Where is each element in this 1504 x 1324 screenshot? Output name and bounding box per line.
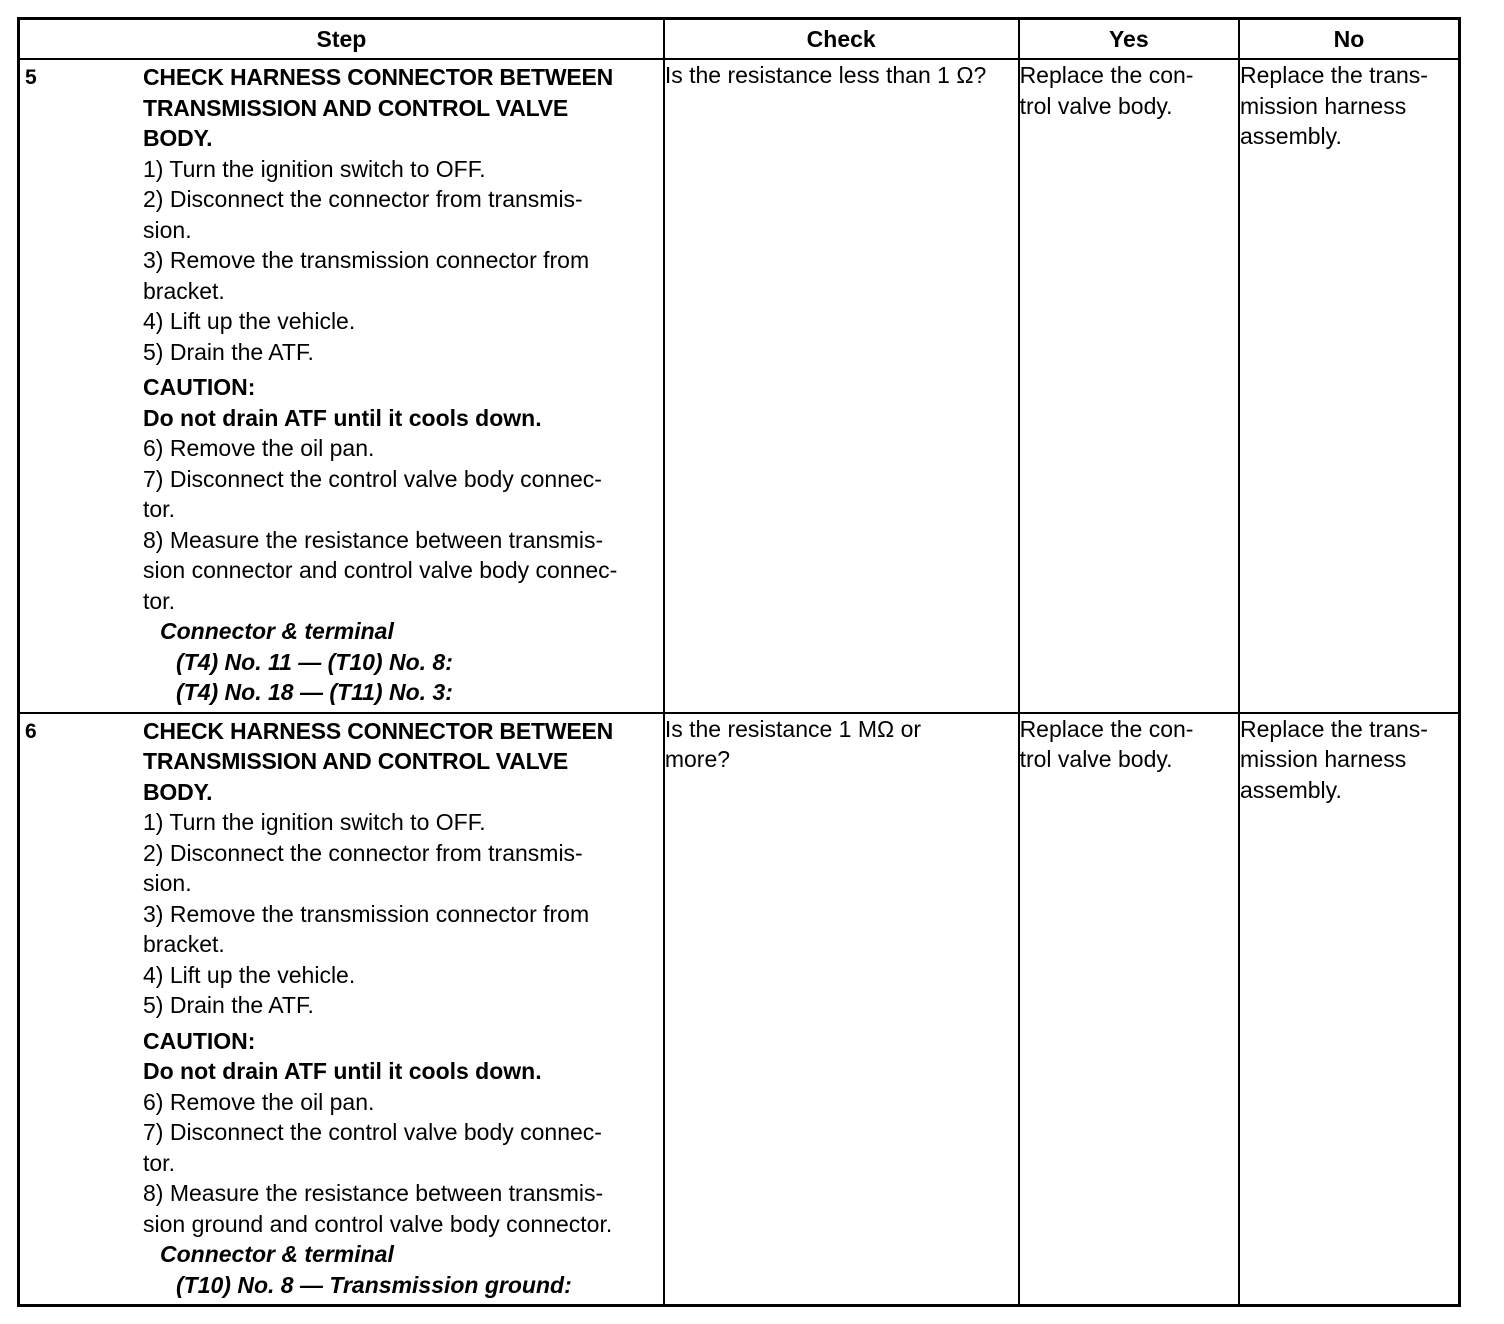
step-instruction: bracket. — [143, 931, 225, 957]
step-instruction: 3) Remove the transmission connector from — [143, 900, 590, 927]
no-cell — [1239, 59, 1459, 713]
step-instruction: 1) Turn the ignition switch to OFF. — [143, 155, 486, 182]
step-instruction: 5) Drain the ATF. — [143, 992, 314, 1018]
check-text: more? — [664, 746, 731, 772]
step-instruction: 4) Lift up the vehicle. — [143, 961, 356, 988]
no-text: Replace the trans- — [1240, 715, 1428, 742]
header-yes: Yes — [1019, 19, 1239, 60]
no-text: mission harness — [1240, 92, 1407, 119]
diagnostic-table — [17, 17, 1461, 1307]
step-instruction: sion connector and control valve body connec- — [143, 557, 618, 583]
caution-text: Do not drain ATF until it cools down. — [143, 1058, 542, 1084]
step-instruction: 7) Disconnect the control valve body connec- — [143, 465, 602, 492]
step-instruction: tor. — [143, 1149, 175, 1176]
step-instruction: tor. — [143, 587, 175, 614]
check-text: Is the resistance less than 1 Ω? — [664, 62, 987, 88]
yes-text: trol valve body. — [1019, 92, 1173, 119]
table-row — [19, 713, 1460, 1306]
no-text: mission harness — [1240, 746, 1407, 772]
step-title: CHECK HARNESS CONNECTOR BETWEEN — [143, 717, 614, 744]
yes-text: Replace the con- — [1019, 62, 1194, 88]
header-step: Step — [19, 19, 664, 60]
step-title: TRANSMISSION AND CONTROL VALVE — [143, 748, 569, 774]
step-instruction: 1) Turn the ignition switch to OFF. — [143, 809, 486, 835]
spec-value: (T4) No. 18 — (T11) No. 3: — [176, 679, 453, 705]
header-no: No — [1239, 19, 1459, 60]
step-instruction: bracket. — [143, 277, 225, 304]
step-number: 6 — [25, 719, 37, 743]
spec-label: Connector & terminal — [160, 1241, 394, 1267]
caution-label: CAUTION: — [143, 1027, 256, 1054]
step-cell — [19, 59, 664, 713]
step-instruction: 6) Remove the oil pan. — [143, 435, 375, 461]
step-title: TRANSMISSION AND CONTROL VALVE — [143, 94, 569, 121]
step-instruction: tor. — [143, 496, 175, 522]
step-title: BODY. — [143, 778, 213, 805]
no-text: assembly. — [1240, 123, 1342, 149]
step-instruction: 5) Drain the ATF. — [143, 338, 314, 365]
no-text: assembly. — [1240, 776, 1342, 803]
step-title: BODY. — [143, 125, 213, 151]
caution-label: CAUTION: — [143, 374, 256, 400]
no-text: Replace the trans- — [1240, 62, 1428, 88]
no-cell — [1239, 713, 1459, 1306]
step-body — [143, 714, 663, 1305]
step-instruction: 6) Remove the oil pan. — [143, 1088, 375, 1115]
check-cell — [664, 59, 1019, 713]
step-body — [143, 60, 663, 712]
caution-text: Do not drain ATF until it cools down. — [143, 404, 542, 431]
step-instruction: sion ground and control valve body connector. — [143, 1210, 613, 1237]
step-title: CHECK HARNESS CONNECTOR BETWEEN — [143, 64, 614, 90]
yes-text: Replace the con- — [1019, 715, 1194, 742]
step-instruction: 8) Measure the resistance between transmis- — [143, 1180, 604, 1206]
step-cell — [19, 713, 664, 1306]
yes-text: trol valve body. — [1019, 746, 1173, 772]
spec-label: Connector & terminal — [160, 618, 394, 644]
step-instruction: 7) Disconnect the control valve body connec- — [143, 1119, 602, 1145]
step-instruction: 4) Lift up the vehicle. — [143, 308, 356, 334]
spec-value: (T4) No. 11 — (T10) No. 8: — [176, 648, 453, 675]
table-row — [19, 59, 1460, 713]
check-cell — [664, 713, 1019, 1306]
step-instruction: 2) Disconnect the connector from transmis- — [143, 839, 583, 866]
step-instruction: sion. — [143, 216, 192, 243]
step-instruction: sion. — [143, 870, 192, 896]
check-text: Is the resistance 1 MΩ or — [664, 715, 922, 742]
step-instruction: 3) Remove the transmission connector from — [143, 247, 590, 273]
yes-cell — [1019, 59, 1239, 713]
yes-cell — [1019, 713, 1239, 1306]
spec-value: (T10) No. 8 — Transmission ground: — [176, 1271, 572, 1298]
step-instruction: 8) Measure the resistance between transmis- — [143, 526, 604, 553]
header-row — [19, 19, 1460, 60]
step-instruction: 2) Disconnect the connector from transmis- — [143, 186, 583, 212]
header-check: Check — [664, 19, 1019, 60]
step-number: 5 — [25, 66, 37, 89]
